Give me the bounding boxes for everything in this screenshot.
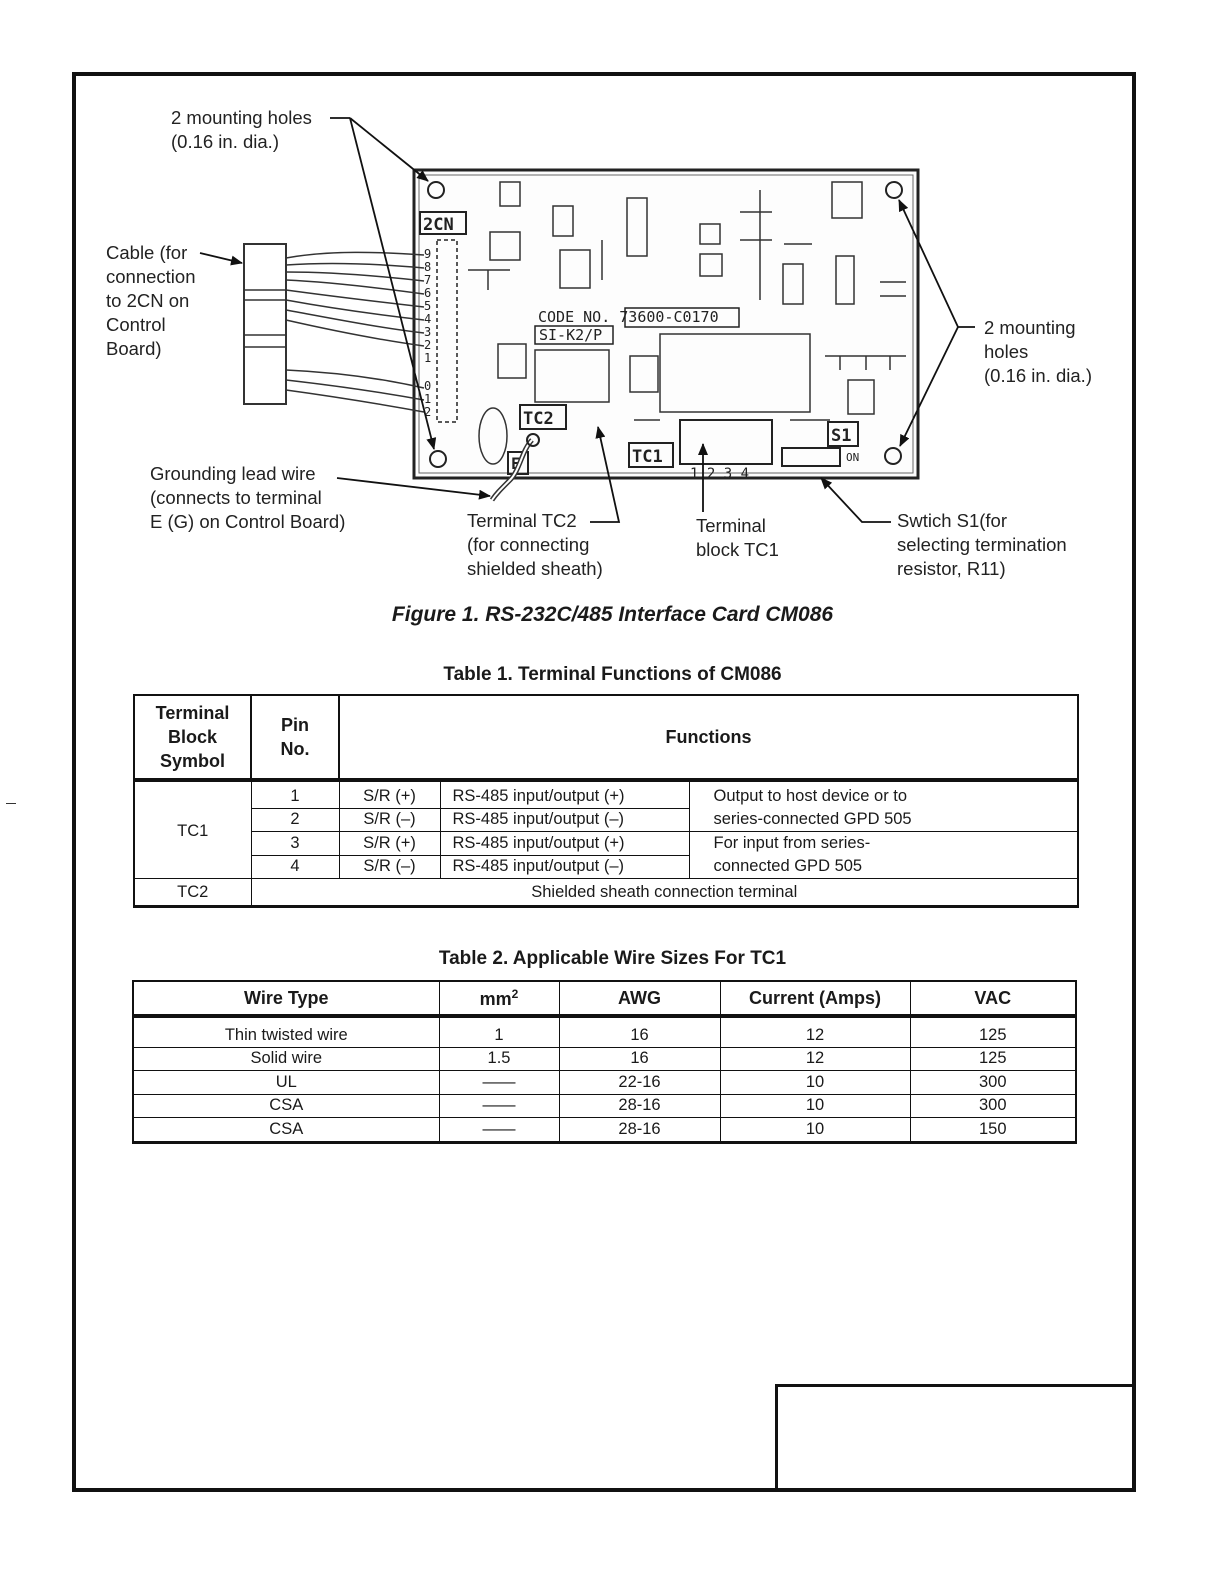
label-grounding-wire: Grounding lead wire (connects to terminal E (G) on Control Board) <box>150 463 346 532</box>
leader-arrow <box>200 253 242 263</box>
header-mm2: $mm^2$ <box>439 981 559 1016</box>
svg-text:E: E <box>511 454 521 473</box>
margin-tick <box>6 803 16 804</box>
svg-text:2: 2 <box>424 338 432 352</box>
svg-text:1 2 3 4: 1 2 3 4 <box>690 466 750 482</box>
table-row: Solid wire 1.5 16 12 125 <box>133 1047 1076 1071</box>
table-row: 3 S/R (+) RS-485 input/output (+) For input from series- <box>134 832 1078 856</box>
label-mounting-holes-left: 2 mounting holes (0.16 in. dia.) <box>171 107 312 152</box>
cell-symbol-tc1: TC1 <box>134 780 251 879</box>
ribbon-cable <box>244 244 424 412</box>
svg-text:5: 5 <box>424 299 432 313</box>
table-row: 4 S/R (–) RS-485 input/output (–) connected GPD 505 <box>134 855 1078 879</box>
header-awg: AWG <box>559 981 720 1016</box>
svg-text:2: 2 <box>424 405 432 419</box>
svg-text:8: 8 <box>424 260 432 274</box>
header-vac: VAC <box>910 981 1076 1016</box>
header-functions: Functions <box>339 695 1078 780</box>
svg-text:2CN: 2CN <box>423 215 454 235</box>
svg-text:1: 1 <box>424 392 432 406</box>
svg-text:3: 3 <box>424 325 432 339</box>
header-symbol: Terminal Block Symbol <box>134 695 251 780</box>
svg-text:0: 0 <box>424 379 432 393</box>
table-row: TC1 1 S/R (+) RS-485 input/output (+) Output to host device or to <box>134 780 1078 808</box>
cell-symbol-tc2: TC2 <box>134 879 251 907</box>
leader-arrow <box>821 478 891 522</box>
svg-text:6: 6 <box>424 286 432 300</box>
label-mounting-holes-right: 2 mounting holes (0.16 in. dia.) <box>984 317 1092 386</box>
label-cable: Cable (for connection to 2CN on Control Board) <box>106 242 196 359</box>
table-row: 2 S/R (–) RS-485 input/output (–) series-connected GPD 505 <box>134 808 1078 832</box>
svg-text:CODE NO. 73600-C0170: CODE NO. 73600-C0170 <box>538 308 719 326</box>
header-wire-type: Wire Type <box>133 981 439 1016</box>
leader-arrow <box>337 478 490 496</box>
leader-arrow <box>350 118 428 181</box>
svg-text:4: 4 <box>424 312 432 326</box>
label-terminal-tc1: Terminal block TC1 <box>696 515 779 560</box>
table-row: TC2 Shielded sheath connection terminal <box>134 879 1078 907</box>
wire-sizes-table <box>132 980 1077 1144</box>
header-current: Current (Amps) <box>720 981 910 1016</box>
table-row: CSA —— 28-16 10 150 <box>133 1118 1076 1143</box>
svg-text:SI-K2/P: SI-K2/P <box>539 326 603 344</box>
table2-title: Table 2. Applicable Wire Sizes For TC1 <box>438 948 787 969</box>
table-row: CSA —— 28-16 10 300 <box>133 1094 1076 1118</box>
table-row: UL —— 22-16 10 300 <box>133 1071 1076 1095</box>
svg-text:1: 1 <box>424 351 432 365</box>
pin-number-column <box>424 247 431 419</box>
svg-text:9: 9 <box>424 247 432 261</box>
terminal-functions-table <box>133 694 1079 908</box>
table-row: Thin twisted wire 1 16 12 125 <box>133 1016 1076 1047</box>
label-switch-s1: Swtich S1(for selecting termination resistor, R11) <box>897 510 1067 579</box>
label-terminal-tc2: Terminal TC2 (for connecting shielded sheath) <box>467 510 603 579</box>
svg-text:ON: ON <box>846 451 860 464</box>
figure-caption: Figure 1. RS-232C/485 Interface Card CM086 <box>391 603 834 626</box>
svg-text:TC1: TC1 <box>632 447 663 467</box>
title-block-box <box>775 1384 1136 1492</box>
svg-text:7: 7 <box>424 273 432 287</box>
table1-title: Table 1. Terminal Functions of CM086 <box>443 664 782 685</box>
header-pin: Pin No. <box>251 695 339 780</box>
svg-text:TC2: TC2 <box>523 409 554 429</box>
svg-text:S1: S1 <box>831 426 852 446</box>
